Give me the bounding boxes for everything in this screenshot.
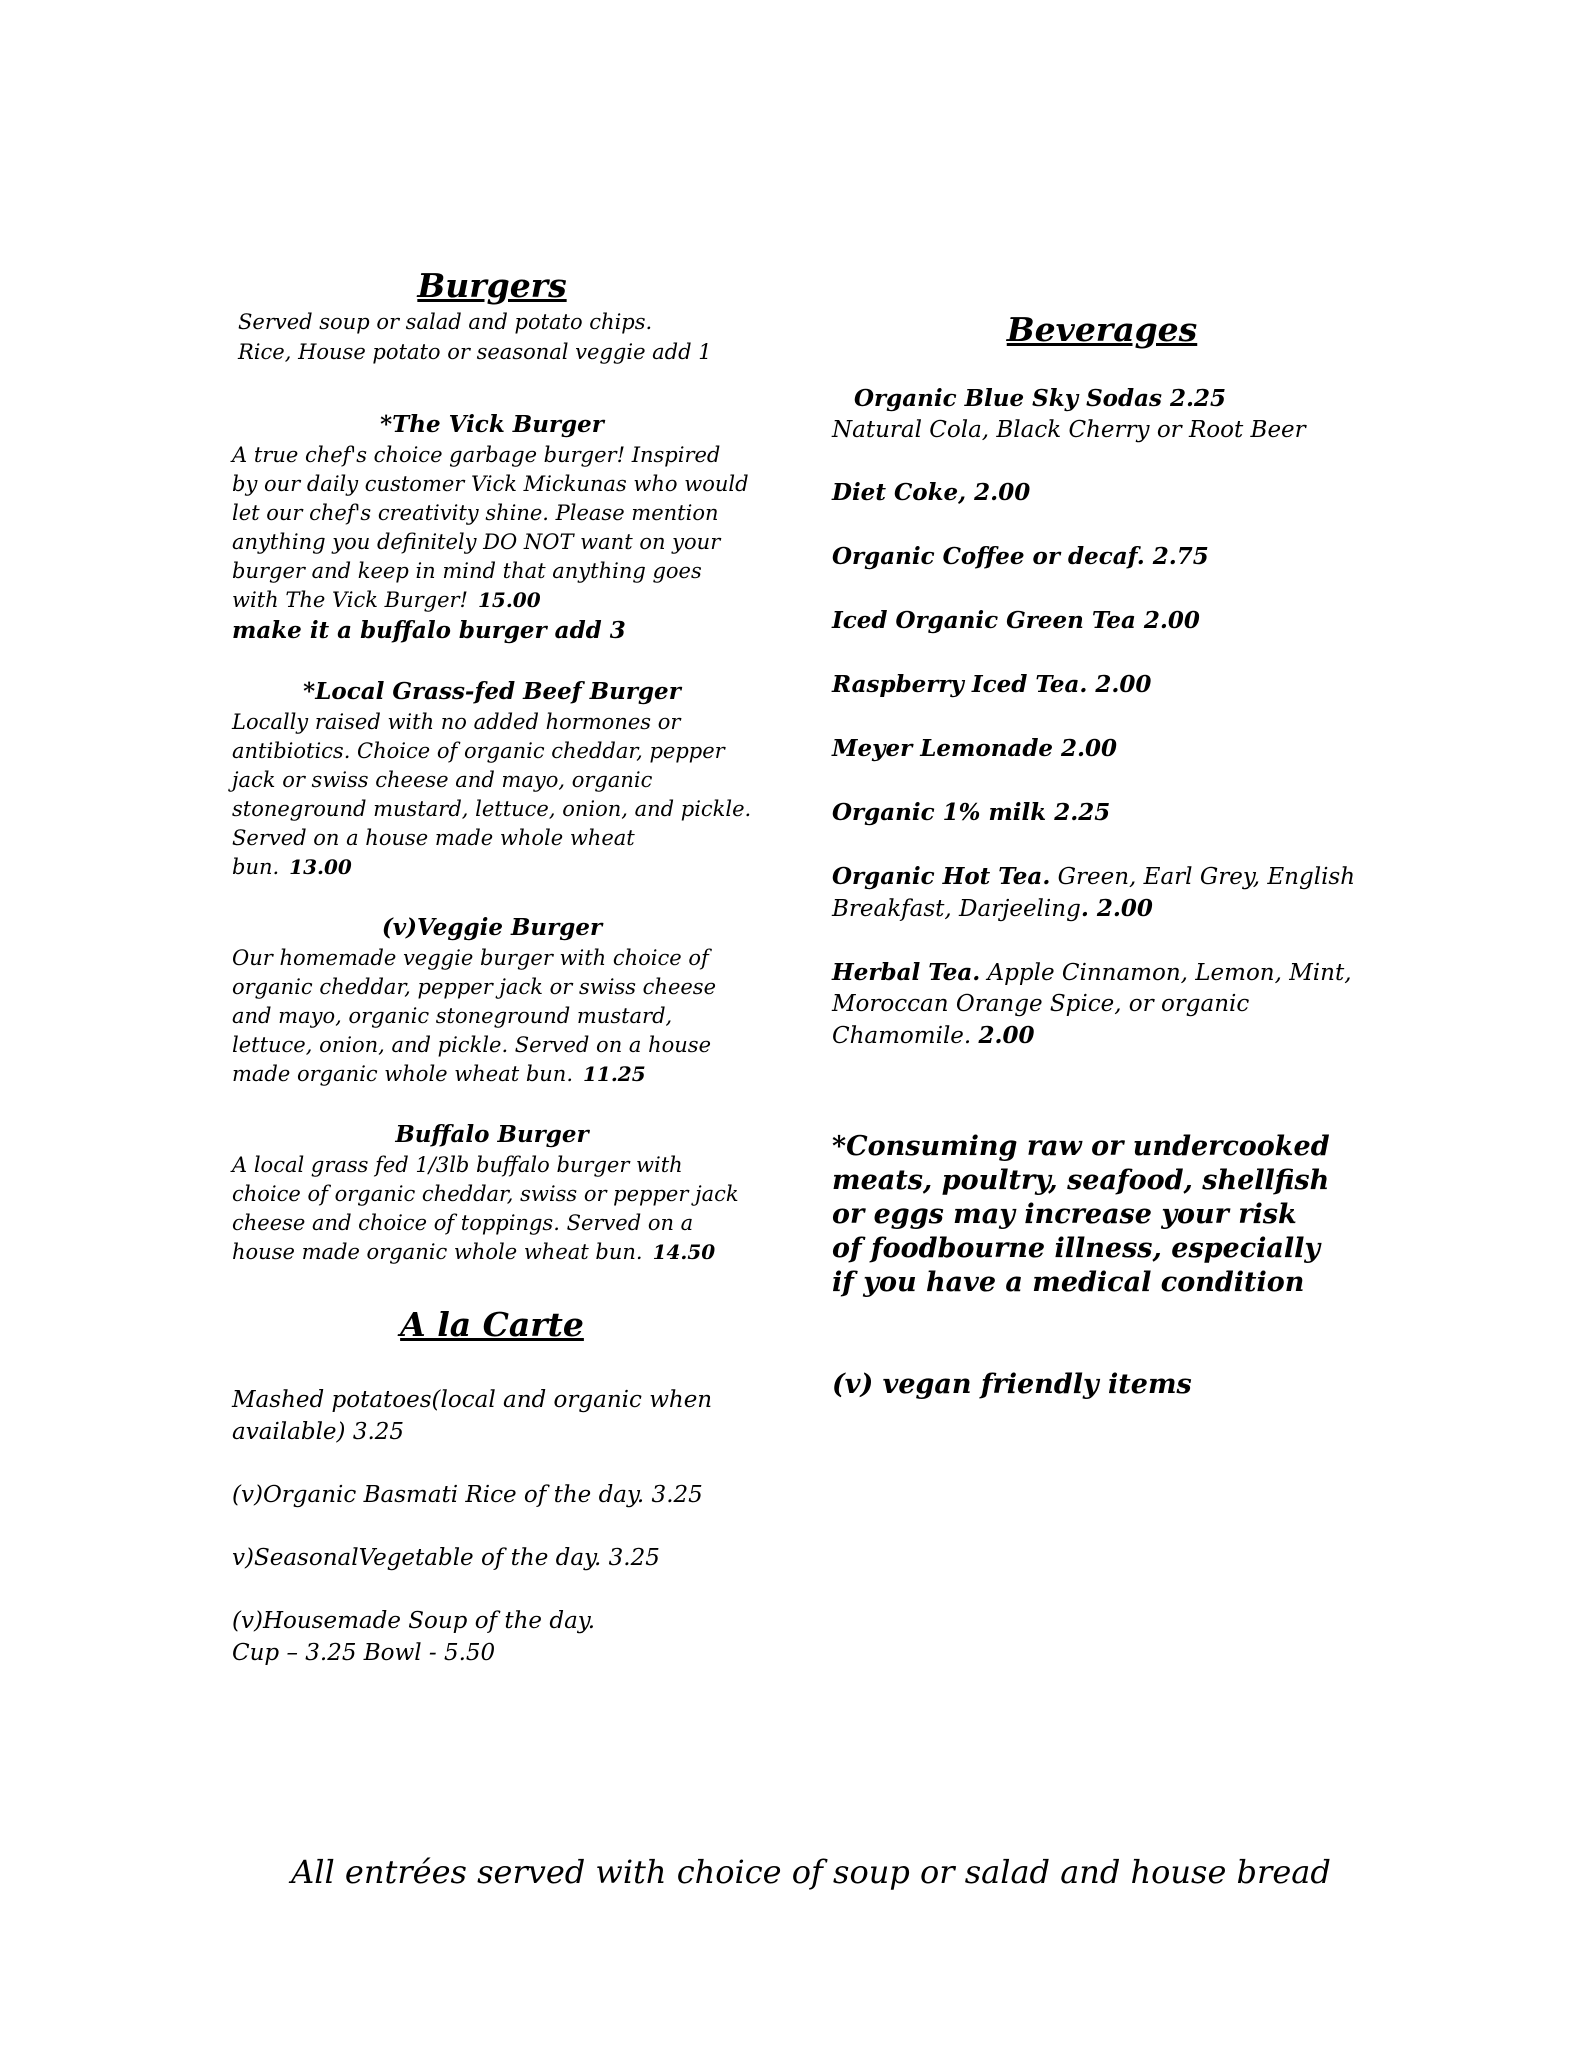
beverage-name: Organic 1% milk 2.25 [832,799,1111,826]
menu-item [232,676,752,882]
item-desc-text: A local grass fed 1/3lb buffalo burger with choice of organic cheddar, swiss or pepper jack cheese and choice of toppings. Served on a house made organic whole wheat bun. [232,1153,739,1264]
beverage-name: Iced Organic Green Tea 2.00 [832,607,1200,634]
burgers-note-line2: Rice, House potato or seasonal veggie add 1 [238,340,712,364]
beverage-item [832,477,1372,509]
item-desc-text: Locally raised with no added hormones or antibiotics. Choice of organic cheddar, pepper jack or swiss cheese and mayo, organic stoneground mustard, lettuce, onion, and pickle. Served on a house made whole wheat bun. [232,710,752,879]
menu-item [232,1119,752,1267]
item-price: 14.50 [652,1240,716,1264]
item-name: (v)Veggie Burger [381,914,603,941]
beverage-item [832,541,1372,573]
alacarte-soup-prices: Cup – 3.25 Bowl - 5.50 [232,1640,496,1666]
alacarte-soup: (v)Housemade Soup of the day. [232,1608,596,1634]
beverages-title: Beverages [1006,310,1198,349]
item-price: 15.00 [477,588,541,612]
beverage-item [832,669,1372,701]
item-name: *The Vick Burger [380,411,604,438]
item-desc-text: Our homemade veggie burger with choice of organic cheddar, pepper jack or swiss cheese and mayo, organic stoneground mustard, lettuce, onion, and pickle. Served on a house made organic whole wheat bun. [232,946,717,1086]
burgers-note [232,307,752,367]
beverage-item [832,957,1372,1052]
beverage-price: 2.00 [978,1022,1035,1049]
beverage-detail: Natural Cola, Black Cherry or Root Beer [832,417,1306,443]
item-price: 13.00 [289,855,352,879]
beverage-item [832,383,1372,446]
left-column [232,266,752,1669]
beverage-name: Organic Hot Tea. [832,863,1051,890]
alacarte-item [232,1605,752,1669]
beverage-name: Organic Coffee or decaf. 2.75 [832,543,1209,570]
burgers-title: Burgers [417,266,567,305]
beverage-name: Herbal Tea. [832,959,981,986]
item-price: 11.25 [583,1062,646,1086]
alacarte-title: A la Carte [400,1305,584,1344]
right-column [832,310,1372,1402]
beverage-name: Diet Coke, 2.00 [832,479,1031,506]
health-warning: *Consuming raw or undercooked meats, poultry, seafood, shellfish or eggs may increase your risk of foodbourne illness, especially if you have a medical condition [832,1131,1330,1298]
alacarte-item: v)SeasonalVegetable of the day. 3.25 [232,1545,660,1571]
beverage-detail: Apple Cinnamon, Lemon, Mint, Moroccan Orange Spice, or organic Chamomile. [832,960,1352,1049]
alacarte-item: (v)Organic Basmati Rice of the day. 3.25 [232,1482,703,1508]
item-description [232,1151,752,1267]
burgers-note-line1: Served soup or salad and potato chips. [238,310,653,334]
beverage-item [832,797,1372,829]
menu-item [232,912,752,1089]
item-description [232,708,752,882]
beverage-price: . 2.00 [1080,895,1153,922]
item-name: *Local Grass-fed Beef Burger [303,678,681,705]
item-desc-text: A true chef's choice garbage burger! Inspired by our daily customer Vick Mickunas who would let our chef's creativity shine. Please mention anything you definitely DO NOT want on your burger and keep in mind that anything goes with The Vick Burger! [232,443,749,612]
menu-item [232,409,752,646]
beverage-name: Meyer Lemonade 2.00 [832,735,1118,762]
vegan-note: (v) vegan friendly items [832,1369,1192,1400]
item-addon: make it a buffalo burger add 3 [232,617,626,644]
beverage-name: Raspberry Iced Tea. 2.00 [832,671,1152,698]
alacarte-item: Mashed potatoes(local and organic when available) 3.25 [232,1387,713,1445]
beverage-name: Organic Blue Sky Sodas 2.25 [854,385,1226,412]
item-description [232,441,752,615]
beverage-item [832,733,1372,765]
beverage-item [832,861,1372,925]
beverage-item [832,605,1372,637]
item-name: Buffalo Burger [395,1121,589,1148]
item-description [232,944,752,1089]
footer-note: All entrées served with choice of soup or salad and house bread [291,1853,1331,1891]
beverage-detail: Green, Earl Grey, English Breakfast, Darjeeling [832,864,1356,922]
